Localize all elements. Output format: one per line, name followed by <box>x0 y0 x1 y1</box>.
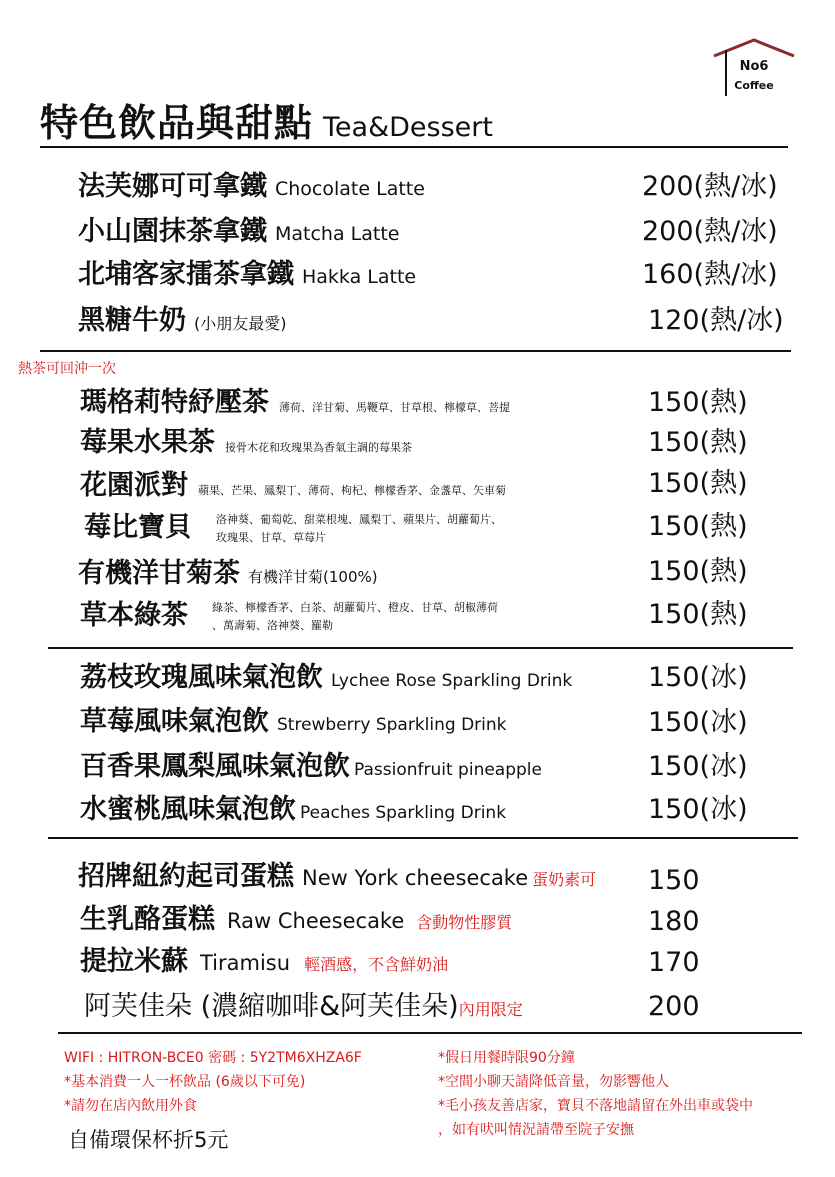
menu-item <box>80 656 572 700</box>
item-price: 150(熱) <box>648 599 748 630</box>
item-name: 阿芙佳朵 (濃縮咖啡&阿芙佳朵) <box>84 991 459 1022</box>
menu-item <box>80 464 506 508</box>
menu-item <box>80 745 542 789</box>
item-price: 150(熱) <box>648 468 748 499</box>
menu-item <box>80 700 507 744</box>
section-divider <box>48 647 793 649</box>
item-remark: 含動物性膠質 <box>416 913 513 932</box>
logo-subtext: Coffee <box>734 79 774 92</box>
footer-note: *毛小孩友善店家，寶貝不落地請留在外出車或袋中 <box>438 1098 753 1114</box>
item-name: 提拉米蘇 <box>80 946 188 977</box>
item-ingredients: 接骨木花和玫瑰果為香氣主調的莓果茶 <box>225 441 412 454</box>
footer-note: *基本消費一人一杯飲品 (6歲以下可免) <box>64 1074 306 1090</box>
item-name-en: Strewberry Sparkling Drink <box>277 715 507 735</box>
section-divider <box>48 837 798 839</box>
item-price: 150(熱) <box>648 511 748 542</box>
item-name: 生乳酪蛋糕 <box>80 904 215 935</box>
item-ingredients: 綠茶、檸檬香茅、白茶、胡蘿蔔片、橙皮、甘草、胡椒薄荷 <box>212 601 498 614</box>
item-price: 120(熱/冰) <box>648 305 784 336</box>
item-name-en: Raw Cheesecake <box>227 909 405 933</box>
item-price: 150(冰) <box>648 751 748 782</box>
item-name: 草本綠茶 <box>80 600 188 631</box>
item-price: 200 <box>648 991 700 1022</box>
title-divider <box>40 146 788 148</box>
menu-item <box>78 855 596 899</box>
item-price: 160(熱/冰) <box>642 259 778 290</box>
item-remark: 蛋奶素可 <box>532 870 597 889</box>
menu-item <box>80 898 512 942</box>
item-ingredients-line2: 玫瑰果、甘草、草莓片 <box>216 531 326 544</box>
item-name-en: Passionfruit pineapple <box>354 760 542 780</box>
item-name-en: New York cheesecake <box>302 866 529 890</box>
menu-item <box>78 552 378 596</box>
page-title-zh: 特色飲品與甜點 <box>40 101 314 145</box>
item-name-en: Hakka Latte <box>302 266 417 288</box>
menu-item <box>80 381 510 425</box>
menu-item <box>78 165 425 209</box>
item-name: 百香果鳳梨風味氣泡飲 <box>80 751 350 782</box>
menu-item <box>80 421 412 465</box>
tea-refill-note: 熱茶可回沖一次 <box>18 361 116 377</box>
menu-item <box>84 985 523 1029</box>
item-name: 有機洋甘菊茶 <box>78 558 240 589</box>
item-name: 莓果水果茶 <box>80 427 215 458</box>
item-price: 170 <box>648 947 700 978</box>
eco-cup-discount: 自備環保杯折5元 <box>68 1128 229 1152</box>
item-name: 花園派對 <box>80 470 188 501</box>
item-price: 180 <box>648 906 700 937</box>
footer-note: *請勿在店內飲用外食 <box>64 1098 197 1114</box>
footer-wifi: WIFI : HITRON-BCE0 密碼 : 5Y2TM6XHZA6F <box>64 1050 362 1066</box>
menu-item <box>80 788 506 832</box>
item-price: 150(熱) <box>648 427 748 458</box>
footer-note: *空間小聊天請降低音量，勿影響他人 <box>438 1074 669 1090</box>
item-remark: (小朋友最愛) <box>194 314 287 333</box>
item-ingredients-line2: 、萬壽菊、洛神葵、羅勒 <box>212 619 333 632</box>
item-name: 招牌紐約起司蛋糕 <box>78 861 294 892</box>
item-name: 水蜜桃風味氣泡飲 <box>80 794 296 825</box>
item-name: 黑糖牛奶 <box>78 305 186 336</box>
item-price: 150(冰) <box>648 707 748 738</box>
section-divider <box>58 1032 802 1034</box>
item-ingredients: 蘋果、芒果、鳳梨丁、薄荷、枸杞、檸檬香茅、金盞草、矢車菊 <box>198 484 506 497</box>
page-title-en: Tea&Dessert <box>323 112 493 143</box>
item-name-en: Peaches Sparkling Drink <box>300 803 507 823</box>
item-name-en: Lychee Rose Sparkling Drink <box>331 671 573 691</box>
item-price: 150(冰) <box>648 794 748 825</box>
section-divider <box>40 350 791 352</box>
menu-item <box>80 940 448 984</box>
menu-item <box>78 210 399 254</box>
item-name-en: Matcha Latte <box>275 223 400 245</box>
item-price: 150(冰) <box>648 662 748 693</box>
item-name: 小山園抹茶拿鐵 <box>78 216 267 247</box>
item-name: 莓比寶貝 <box>84 512 192 543</box>
item-price: 150(熱) <box>648 387 748 418</box>
item-price: 150 <box>648 865 700 896</box>
item-price: 200(熱/冰) <box>642 171 778 202</box>
item-name: 荔枝玫瑰風味氣泡飲 <box>80 662 323 693</box>
item-name: 北埔客家擂茶拿鐵 <box>78 259 294 290</box>
item-remark: 輕酒感，不含鮮奶油 <box>304 955 449 974</box>
item-price: 200(熱/冰) <box>642 216 778 247</box>
footer-note: *假日用餐時限90分鐘 <box>438 1050 575 1066</box>
item-ingredients: 薄荷、洋甘菊、馬鞭草、甘草根、檸檬草、菩提 <box>279 401 510 414</box>
item-name: 瑪格莉特紓壓茶 <box>80 387 269 418</box>
item-name-en: Tiramisu <box>200 951 291 975</box>
item-ingredients: 洛神葵、葡萄乾、甜菜根塊、鳳梨丁、蘋果片、胡蘿蔔片、 <box>216 513 502 526</box>
menu-item <box>80 594 640 638</box>
item-price: 150(熱) <box>648 556 748 587</box>
item-ingredients: 有機洋甘菊(100%) <box>248 568 378 586</box>
logo-text: No6 <box>739 59 769 74</box>
item-name: 法芙娜可可拿鐵 <box>78 171 267 202</box>
menu-item <box>78 253 416 297</box>
item-name: 草莓風味氣泡飲 <box>80 706 269 737</box>
logo <box>712 38 796 100</box>
menu-item <box>78 299 287 343</box>
footer-note: ，如有吠叫情況請帶至院子安撫 <box>438 1122 634 1138</box>
item-remark: 內用限定 <box>458 1000 523 1019</box>
page-title <box>40 92 493 147</box>
menu-item <box>84 506 624 550</box>
item-name-en: Chocolate Latte <box>275 178 425 200</box>
